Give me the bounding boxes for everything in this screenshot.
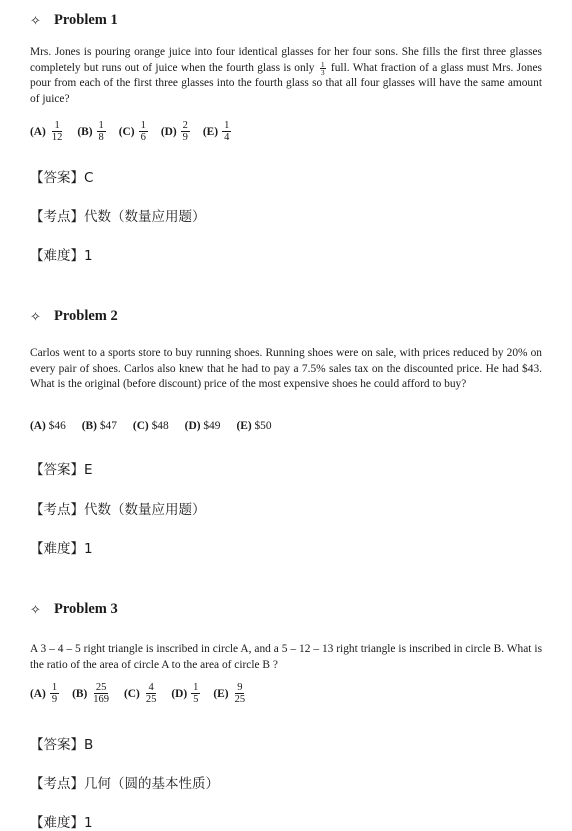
choice-fraction — [50, 682, 59, 705]
choice-a — [30, 420, 66, 432]
fraction-denominator: 25 — [234, 694, 246, 705]
choice-label: (B) — [77, 125, 93, 138]
choice-a — [30, 120, 64, 143]
fraction-numerator: 1 — [140, 120, 146, 131]
problem-2-choices — [30, 420, 288, 432]
choice-c — [119, 120, 148, 143]
choice-label: (C) — [132, 420, 149, 432]
choice-label: (D) — [160, 125, 177, 138]
fraction-denominator: 8 — [98, 132, 104, 143]
inline-fraction-denominator: 3 — [320, 67, 325, 77]
choice-d — [161, 120, 190, 143]
fraction-numerator: 1 — [98, 120, 104, 131]
problem-1-answer: 【答案】C — [30, 170, 94, 186]
choice-fraction — [181, 120, 190, 143]
fraction-numerator: 1 — [193, 682, 199, 693]
problem-2-title: Problem 2 — [54, 308, 118, 324]
choice-label: (D) — [171, 687, 188, 700]
choice-value: $50 — [254, 420, 272, 432]
choice-fraction — [50, 120, 65, 143]
fraction-numerator: 9 — [237, 682, 243, 693]
choice-d — [171, 682, 200, 705]
choice-c — [124, 682, 158, 705]
problem-2-answer: 【答案】E — [30, 462, 93, 478]
problem-2-header — [30, 308, 118, 325]
choice-label: (C) — [124, 687, 140, 700]
choice-value: $48 — [151, 420, 169, 432]
problem-1-difficulty: 【难度】1 — [30, 248, 93, 264]
problem-2-topic: 【考点】代数（数量应用题） — [30, 502, 206, 518]
problem-1-text — [30, 45, 542, 107]
choice-value: $49 — [203, 420, 221, 432]
diamond-star-icon: ✧ — [30, 601, 41, 617]
choice-fraction — [97, 120, 106, 143]
fraction-denominator: 9 — [51, 694, 58, 705]
problem-3-choices — [30, 682, 260, 705]
choice-b — [82, 420, 117, 432]
choice-label: (E) — [236, 420, 252, 432]
inline-fraction-numerator: 1 — [320, 59, 325, 69]
fraction-numerator: 1 — [51, 682, 58, 693]
fraction-numerator: 1 — [54, 120, 60, 131]
problem-2-text: Carlos went to a sports store to buy running shoes. Running shoes were on sale, with prices reduced by 20% on every pair of shoes. Carlos also knew that he had to pay a 7.5% sales tax on the discounted price. He had $43. What is the original (before discount) price of the most expensive shoes he could afford to buy? — [30, 347, 542, 391]
choice-value: $47 — [99, 420, 117, 432]
choice-label: (A) — [30, 687, 46, 700]
fraction-denominator: 5 — [193, 694, 199, 705]
choice-label: (E) — [202, 125, 219, 138]
problem-1-text-part-2: full. What fraction of a glass must Mrs. Jones pour from each of the first three glasses into the fourth glass so that all four glasses will have the same amount of juice? — [30, 61, 542, 105]
inline-fraction — [320, 61, 326, 76]
problem-3-answer: 【答案】B — [30, 737, 94, 753]
fraction-numerator: 4 — [148, 682, 154, 693]
choice-fraction — [144, 682, 159, 705]
fraction-denominator: 169 — [93, 694, 109, 705]
choice-fraction — [191, 682, 200, 705]
problem-3-difficulty: 【难度】1 — [30, 815, 93, 831]
fraction-numerator: 1 — [224, 120, 230, 131]
choice-e — [213, 682, 247, 705]
diamond-star-icon: ✧ — [30, 308, 41, 324]
choice-fraction — [91, 682, 111, 705]
problem-3-header — [30, 601, 118, 618]
fraction-denominator: 6 — [140, 132, 146, 143]
choice-c — [133, 420, 169, 432]
fraction-denominator: 12 — [51, 132, 63, 143]
problem-3-title: Problem 3 — [54, 601, 118, 617]
diamond-star-icon: ✧ — [30, 12, 41, 28]
choice-label: (C) — [118, 125, 135, 138]
fraction-numerator: 25 — [95, 682, 107, 693]
fraction-denominator: 25 — [145, 694, 157, 705]
problem-3-topic: 【考点】几何（圆的基本性质） — [30, 776, 219, 792]
problem-1-choices — [30, 120, 244, 143]
choice-label: (D) — [184, 420, 201, 432]
choice-b — [77, 120, 105, 143]
choice-fraction — [233, 682, 248, 705]
fraction-denominator: 4 — [224, 132, 230, 143]
fraction-denominator: 9 — [182, 132, 188, 143]
choice-label: (B) — [81, 420, 97, 432]
problem-1-header — [30, 12, 118, 29]
choice-e — [236, 420, 271, 432]
problem-1-text-part-1: Mrs. Jones is pouring orange juice into four identical glasses for her four sons. She fills the first three glasses completely but runs out of juice when the fourth glass is only — [30, 46, 542, 74]
choice-e — [203, 120, 231, 143]
choice-label: (E) — [213, 687, 229, 700]
choice-d — [185, 420, 221, 432]
choice-value: $46 — [48, 420, 66, 432]
choice-fraction — [139, 120, 148, 143]
choice-label: (A) — [30, 125, 46, 138]
choice-b — [72, 682, 111, 705]
problem-3-text: A 3 – 4 – 5 right triangle is inscribed in circle A, and a 5 – 12 – 13 right triangle is inscribed in circle B. What is the ratio of the area of circle A to the area of circle B ? — [30, 643, 542, 671]
problem-1-title: Problem 1 — [54, 12, 118, 28]
choice-fraction — [222, 120, 231, 143]
problem-1-topic: 【考点】代数（数量应用题） — [30, 209, 206, 225]
choice-label: (A) — [30, 420, 46, 432]
choice-a — [30, 682, 59, 705]
fraction-numerator: 2 — [182, 120, 188, 131]
choice-label: (B) — [72, 687, 88, 700]
problem-2-difficulty: 【难度】1 — [30, 541, 93, 557]
